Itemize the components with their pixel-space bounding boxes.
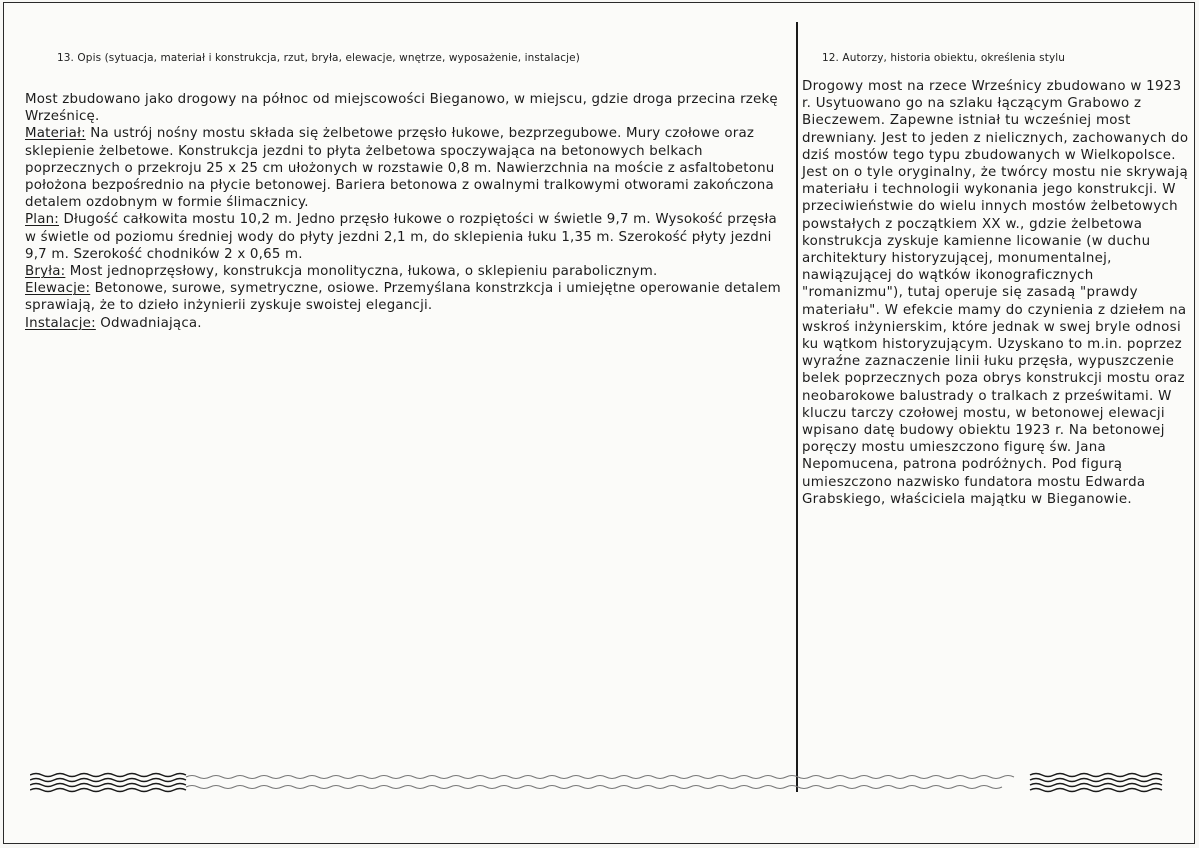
section-13-header: 13. Opis (sytuacja, materiał i konstrukcja, rzut, bryła, elewacje, wnętrze, wyposażenie, instalacje) xyxy=(57,52,580,64)
column-divider xyxy=(796,22,798,792)
entry-text: Betonowe, surowe, symetryczne, osiowe. Przemyślana konstrzkcja i umiejętne operowanie detalem sprawiają, że to dzieło inżynierii zyskuje swoistej elegancji. xyxy=(25,281,781,314)
entry-plan xyxy=(25,211,787,263)
entry-bryla xyxy=(25,263,787,280)
entry-label: Elewacje: xyxy=(25,281,91,297)
entry-label: Materiał: xyxy=(25,126,86,142)
section-12-header: 12. Autorzy, historia obiektu, określenia stylu xyxy=(822,52,1066,64)
entry-instalacje xyxy=(25,315,787,332)
wavy-border-ornament xyxy=(30,771,1170,795)
entry-label: Instalacje: xyxy=(25,315,96,331)
entry-label: Bryła: xyxy=(25,264,66,280)
description-intro: Most zbudowano jako drogowy na północ od miejscowości Bieganowo, w miejscu, gdzie droga przecina rzekę Wrześnicę. xyxy=(25,92,778,125)
history-text: Drogowy most na rzece Wrześnicy zbudowano w 1923 r. Usytuowano go na szlaku łączącym Grabowo z Bieczewem. Zapewne istniał tu wcześniej most drewniany. Jest to jeden z nielicznych, zachowanych do dziś mostów tego typu zbudowanych w Wielkopolsce. Jest on o tyle oryginalny, że twórcy mostu nie skrywają materiału i technologii wykonania jego konstrukcji. W przeciwieństwie do wielu innych mostów żelbetowych powstałych z początkiem XX w., gdzie żelbetowa konstrukcja zyskuje kamienne licowanie (w duchu architektury historyzującej, monumentalnej, nawiązującej do wątków ikonograficznych "romanizmu"), tutaj operuje się zasadą "prawdy materiału". W efekcie mamy do czynienia z dziełem na wskroś inżynierskim, które jednak w swej bryle odnosi ku wątkom historyzującym. Uzyskano to m.in. poprzez wyraźne zaznaczenie linii łuku przęsła, wypuszczenie belek poprzecznych poza obrys konstrukcji mostu oraz neobarokowe balustrady o tralkach z prześwitami. W kluczu tarczy czołowej mostu, w betonowej elewacji wpisano datę budowy obiektu 1923 r. Na betonowej poręczy mostu umieszczono figurę św. Jana Nepomucena, patrona podróżnych. Pod figurą umieszczono nazwisko fundatora mostu Edwarda Grabskiego, właściciela majątku w Bieganowie. xyxy=(802,79,1189,507)
history-body xyxy=(802,78,1190,508)
entry-label: Plan: xyxy=(25,212,59,228)
entry-text: Na ustrój nośny mostu składa się żelbetowe przęsło łukowe, bezprzegubowe. Mury czołowe oraz sklepienie żelbetowe. Konstrukcja jezdni to płyta żelbetowa spoczywająca na betonowych belkach poprzecznych o przekroju 25 x 25 cm ułożonych w rozstawie 0,8 m. Nawierzchnia na moście z asfaltobetonu położona bezpośrednio na płycie betonowej. Bariera betonowa z owalnymi tralkowymi otworami zakończona detalem ozdobnym w formie ślimacznicy. xyxy=(25,126,775,211)
entry-elewacje xyxy=(25,280,787,314)
entry-text: Most jednoprzęsłowy, konstrukcja monolityczna, łukowa, o sklepieniu parabolicznym. xyxy=(65,264,658,280)
entry-text: Odwadniająca. xyxy=(95,315,202,331)
description-body xyxy=(25,91,787,332)
entry-material xyxy=(25,125,787,211)
entry-text: Długość całkowita mostu 10,2 m. Jedno przęsło łukowe o rozpiętości w świetle 9,7 m. Wysokość przęsła w świetle od poziomu średniej wody do płyty jezdni 2,1 m, do sklepienia łuku 1,35 m. Szerokość płyty jezdni 9,7 m. Szerokość chodników 2 x 0,65 m. xyxy=(25,212,777,262)
